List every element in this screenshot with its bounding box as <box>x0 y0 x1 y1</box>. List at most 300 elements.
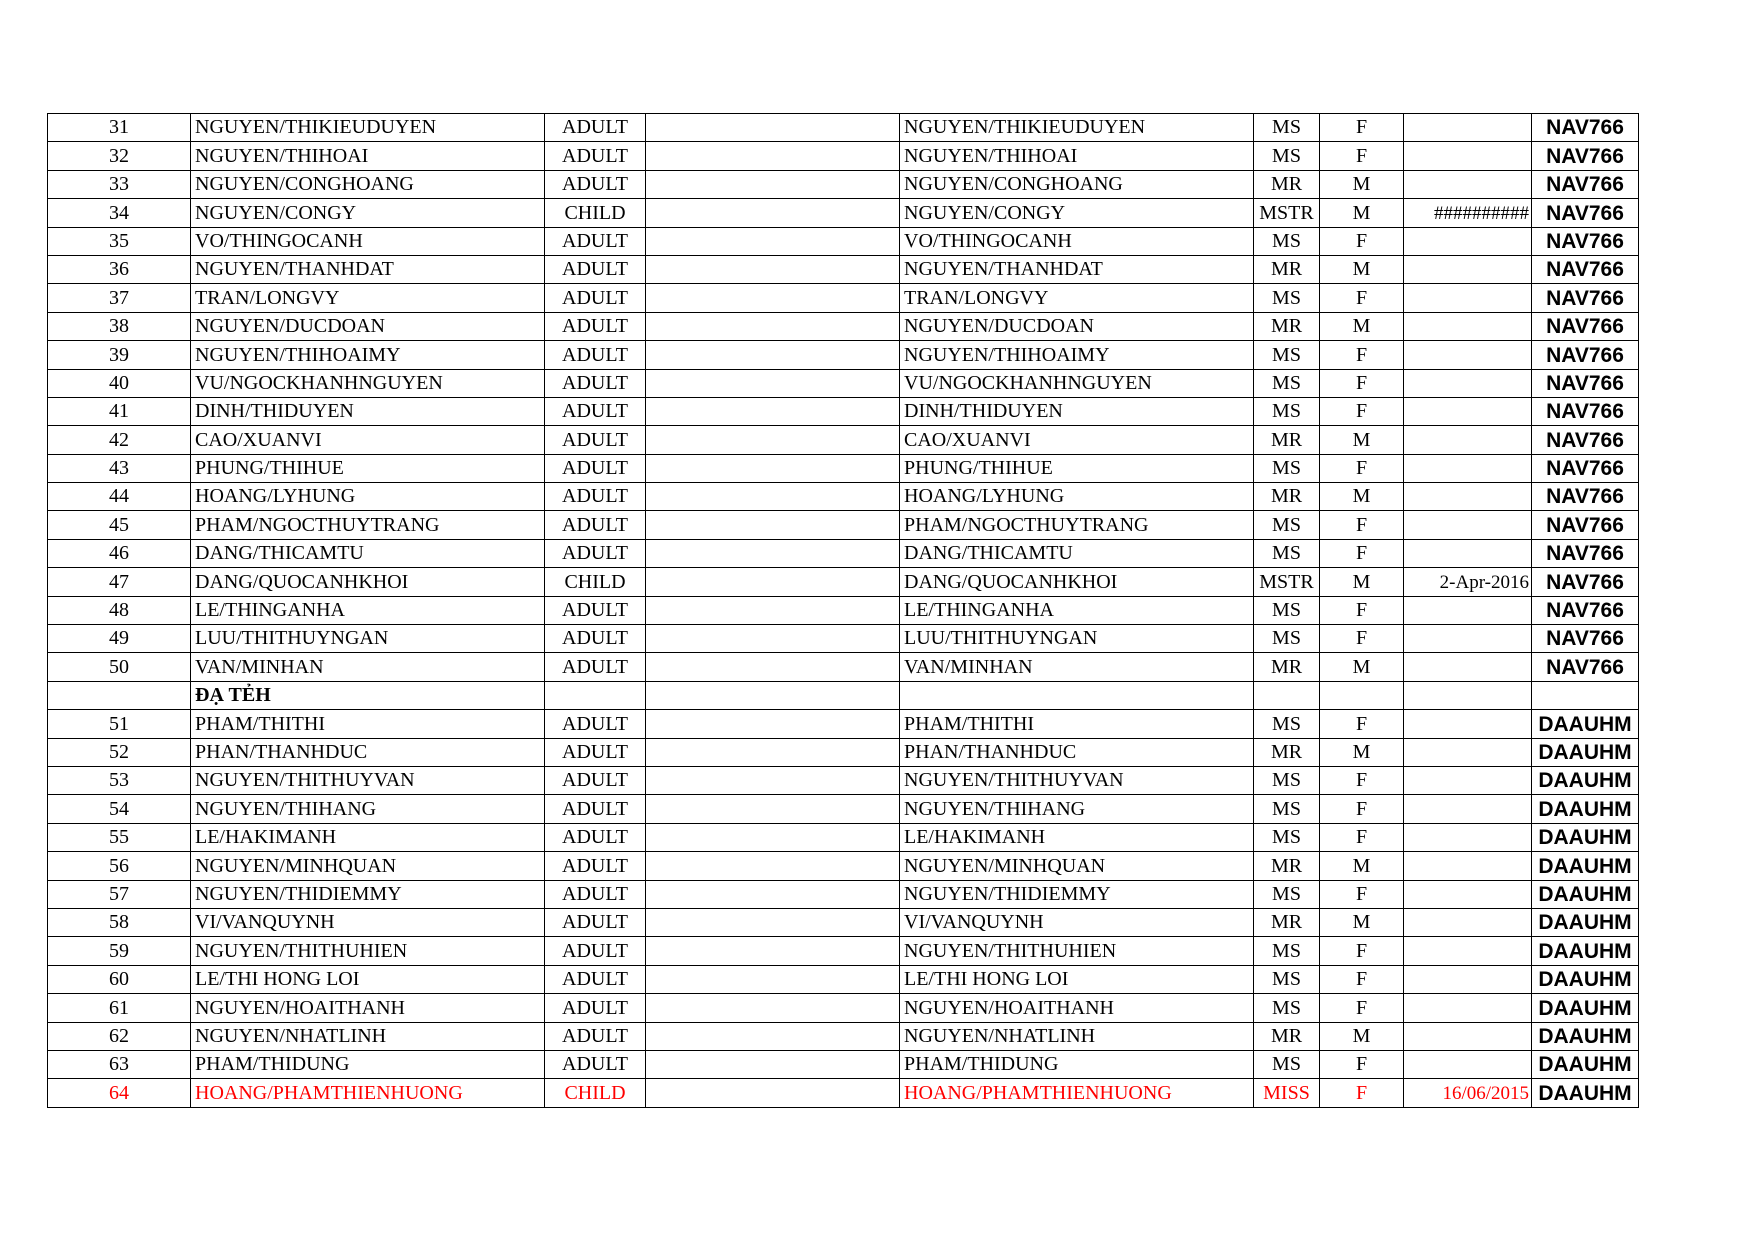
ticket-name-cell: DANG/THICAMTU <box>900 539 1254 567</box>
title-cell: MR <box>1254 170 1320 198</box>
passenger-name-cell: NGUYEN/CONGY <box>191 199 545 227</box>
passenger-type-cell: ADULT <box>545 114 646 142</box>
ticket-name-cell: NGUYEN/THIKIEUDUYEN <box>900 114 1254 142</box>
ticket-name-cell: LE/THINGANHA <box>900 596 1254 624</box>
passenger-type-cell: CHILD <box>545 199 646 227</box>
passenger-type-cell: ADULT <box>545 483 646 511</box>
gender-cell: F <box>1320 369 1404 397</box>
gender-cell: F <box>1320 625 1404 653</box>
title-cell: MISS <box>1254 1079 1320 1107</box>
blank-cell <box>646 738 900 766</box>
row-number-cell: 39 <box>48 341 191 369</box>
booking-code-cell: NAV766 <box>1532 653 1639 681</box>
booking-code-cell: NAV766 <box>1532 426 1639 454</box>
birth-date-cell <box>1404 766 1532 794</box>
ticket-name-cell: LUU/THITHUYNGAN <box>900 625 1254 653</box>
title-cell: MS <box>1254 227 1320 255</box>
passenger-type-cell: ADULT <box>545 170 646 198</box>
ticket-name-cell: NGUYEN/CONGHOANG <box>900 170 1254 198</box>
passenger-name-cell: NGUYEN/DUCDOAN <box>191 312 545 340</box>
row-number-cell: 52 <box>48 738 191 766</box>
blank-cell <box>646 766 900 794</box>
row-number-cell: 48 <box>48 596 191 624</box>
blank-cell <box>646 454 900 482</box>
blank-cell <box>646 852 900 880</box>
passenger-type-cell: ADULT <box>545 937 646 965</box>
ticket-name-cell: LE/THI HONG LOI <box>900 965 1254 993</box>
title-cell: MS <box>1254 795 1320 823</box>
passenger-type-cell: ADULT <box>545 795 646 823</box>
passenger-row <box>48 823 1639 851</box>
passenger-name-cell: PHAM/NGOCTHUYTRANG <box>191 511 545 539</box>
gender-cell: F <box>1320 710 1404 738</box>
birth-date-cell: ########## <box>1404 199 1532 227</box>
passenger-row <box>48 284 1639 312</box>
row-number-cell: 53 <box>48 766 191 794</box>
booking-code-cell: DAAUHM <box>1532 937 1639 965</box>
passenger-row <box>48 199 1639 227</box>
row-number-cell: 63 <box>48 1050 191 1078</box>
passenger-type-cell: ADULT <box>545 454 646 482</box>
passenger-name-cell: VU/NGOCKHANHNGUYEN <box>191 369 545 397</box>
passenger-row <box>48 312 1639 340</box>
ticket-name-cell: PHAM/NGOCTHUYTRANG <box>900 511 1254 539</box>
title-cell: MS <box>1254 1050 1320 1078</box>
gender-cell: F <box>1320 397 1404 425</box>
passenger-name-cell: NGUYEN/CONGHOANG <box>191 170 545 198</box>
passenger-name-cell: DANG/QUOCANHKHOI <box>191 568 545 596</box>
passenger-row <box>48 397 1639 425</box>
passenger-name-cell: LE/HAKIMANH <box>191 823 545 851</box>
passenger-name-cell: NGUYEN/THIHANG <box>191 795 545 823</box>
gender-cell: F <box>1320 596 1404 624</box>
row-number-cell: 31 <box>48 114 191 142</box>
booking-code-cell: NAV766 <box>1532 625 1639 653</box>
passenger-row <box>48 766 1639 794</box>
passenger-row <box>48 1022 1639 1050</box>
blank-cell <box>646 596 900 624</box>
passenger-type-cell: ADULT <box>545 1050 646 1078</box>
passenger-name-cell: LE/THI HONG LOI <box>191 965 545 993</box>
booking-code-cell: DAAUHM <box>1532 852 1639 880</box>
ticket-name-cell: VO/THINGOCANH <box>900 227 1254 255</box>
passenger-name-cell: DANG/THICAMTU <box>191 539 545 567</box>
blank-cell <box>646 568 900 596</box>
passenger-row <box>48 1079 1639 1107</box>
blank-cell <box>646 255 900 283</box>
booking-code-cell: NAV766 <box>1532 539 1639 567</box>
gender-cell: F <box>1320 937 1404 965</box>
blank-cell <box>646 823 900 851</box>
passenger-type-cell: ADULT <box>545 880 646 908</box>
gender-cell: F <box>1320 511 1404 539</box>
passenger-table <box>47 113 1639 1108</box>
ticket-name-cell: NGUYEN/THIHOAIMY <box>900 341 1254 369</box>
birth-date-cell <box>1404 284 1532 312</box>
ticket-name-cell <box>900 681 1254 709</box>
gender-cell: M <box>1320 312 1404 340</box>
ticket-name-cell: HOANG/PHAMTHIENHUONG <box>900 1079 1254 1107</box>
gender-cell: M <box>1320 568 1404 596</box>
blank-cell <box>646 397 900 425</box>
row-number-cell: 45 <box>48 511 191 539</box>
booking-code-cell: NAV766 <box>1532 199 1639 227</box>
birth-date-cell <box>1404 511 1532 539</box>
passenger-name-cell: TRAN/LONGVY <box>191 284 545 312</box>
booking-code-cell: DAAUHM <box>1532 766 1639 794</box>
birth-date-cell <box>1404 369 1532 397</box>
passenger-row <box>48 454 1639 482</box>
gender-cell: F <box>1320 1079 1404 1107</box>
passenger-type-cell: ADULT <box>545 653 646 681</box>
gender-cell: F <box>1320 142 1404 170</box>
row-number-cell: 57 <box>48 880 191 908</box>
row-number-cell: 64 <box>48 1079 191 1107</box>
title-cell <box>1254 681 1320 709</box>
ticket-name-cell: NGUYEN/DUCDOAN <box>900 312 1254 340</box>
title-cell: MR <box>1254 255 1320 283</box>
passenger-row <box>48 114 1639 142</box>
ticket-name-cell: PHAM/THITHI <box>900 710 1254 738</box>
title-cell: MS <box>1254 937 1320 965</box>
booking-code-cell <box>1532 681 1639 709</box>
title-cell: MS <box>1254 539 1320 567</box>
gender-cell: F <box>1320 284 1404 312</box>
blank-cell <box>646 369 900 397</box>
booking-code-cell: DAAUHM <box>1532 908 1639 936</box>
blank-cell <box>646 170 900 198</box>
booking-code-cell: NAV766 <box>1532 483 1639 511</box>
row-number-cell: 50 <box>48 653 191 681</box>
booking-code-cell: NAV766 <box>1532 341 1639 369</box>
passenger-type-cell: ADULT <box>545 625 646 653</box>
blank-cell <box>646 312 900 340</box>
row-number-cell: 37 <box>48 284 191 312</box>
booking-code-cell: DAAUHM <box>1532 738 1639 766</box>
ticket-name-cell: NGUYEN/THIHANG <box>900 795 1254 823</box>
passenger-type-cell: ADULT <box>545 284 646 312</box>
gender-cell: M <box>1320 483 1404 511</box>
passenger-row <box>48 227 1639 255</box>
passenger-name-cell: NGUYEN/THIKIEUDUYEN <box>191 114 545 142</box>
row-number-cell: 36 <box>48 255 191 283</box>
gender-cell: F <box>1320 994 1404 1022</box>
title-cell: MS <box>1254 994 1320 1022</box>
booking-code-cell: NAV766 <box>1532 568 1639 596</box>
passenger-name-cell: PHAN/THANHDUC <box>191 738 545 766</box>
title-cell: MS <box>1254 397 1320 425</box>
title-cell: MS <box>1254 965 1320 993</box>
birth-date-cell <box>1404 738 1532 766</box>
passenger-row <box>48 937 1639 965</box>
blank-cell <box>646 1022 900 1050</box>
gender-cell: M <box>1320 199 1404 227</box>
birth-date-cell <box>1404 880 1532 908</box>
title-cell: MR <box>1254 852 1320 880</box>
passenger-row <box>48 880 1639 908</box>
ticket-name-cell: NGUYEN/THITHUHIEN <box>900 937 1254 965</box>
gender-cell: F <box>1320 114 1404 142</box>
passenger-row <box>48 170 1639 198</box>
ticket-name-cell: VU/NGOCKHANHNGUYEN <box>900 369 1254 397</box>
passenger-name-cell: HOANG/LYHUNG <box>191 483 545 511</box>
passenger-row <box>48 625 1639 653</box>
gender-cell <box>1320 681 1404 709</box>
ticket-name-cell: PHAM/THIDUNG <box>900 1050 1254 1078</box>
passenger-name-cell: HOANG/PHAMTHIENHUONG <box>191 1079 545 1107</box>
gender-cell: M <box>1320 170 1404 198</box>
passenger-type-cell: ADULT <box>545 1022 646 1050</box>
title-cell: MR <box>1254 483 1320 511</box>
title-cell: MS <box>1254 710 1320 738</box>
passenger-type-cell: ADULT <box>545 397 646 425</box>
title-cell: MS <box>1254 341 1320 369</box>
gender-cell: M <box>1320 852 1404 880</box>
gender-cell: M <box>1320 653 1404 681</box>
passenger-type-cell: ADULT <box>545 738 646 766</box>
passenger-name-cell: VAN/MINHAN <box>191 653 545 681</box>
row-number-cell: 56 <box>48 852 191 880</box>
passenger-type-cell: ADULT <box>545 539 646 567</box>
passenger-row <box>48 965 1639 993</box>
row-number-cell: 60 <box>48 965 191 993</box>
passenger-table-body <box>48 114 1639 1108</box>
passenger-type-cell: ADULT <box>545 426 646 454</box>
title-cell: MR <box>1254 312 1320 340</box>
booking-code-cell: DAAUHM <box>1532 965 1639 993</box>
gender-cell: F <box>1320 227 1404 255</box>
birth-date-cell <box>1404 454 1532 482</box>
birth-date-cell <box>1404 823 1532 851</box>
blank-cell <box>646 539 900 567</box>
title-cell: MS <box>1254 511 1320 539</box>
passenger-row <box>48 341 1639 369</box>
birth-date-cell: 2-Apr-2016 <box>1404 568 1532 596</box>
title-cell: MS <box>1254 284 1320 312</box>
booking-code-cell: NAV766 <box>1532 596 1639 624</box>
booking-code-cell: NAV766 <box>1532 227 1639 255</box>
blank-cell <box>646 710 900 738</box>
passenger-name-cell: NGUYEN/NHATLINH <box>191 1022 545 1050</box>
birth-date-cell <box>1404 255 1532 283</box>
passenger-type-cell: ADULT <box>545 852 646 880</box>
ticket-name-cell: HOANG/LYHUNG <box>900 483 1254 511</box>
passenger-type-cell: ADULT <box>545 965 646 993</box>
passenger-type-cell: ADULT <box>545 994 646 1022</box>
ticket-name-cell: CAO/XUANVI <box>900 426 1254 454</box>
passenger-name-cell: PHAM/THIDUNG <box>191 1050 545 1078</box>
blank-cell <box>646 511 900 539</box>
gender-cell: M <box>1320 426 1404 454</box>
birth-date-cell <box>1404 937 1532 965</box>
blank-cell <box>646 625 900 653</box>
gender-cell: F <box>1320 454 1404 482</box>
row-number-cell <box>48 681 191 709</box>
blank-cell <box>646 653 900 681</box>
row-number-cell: 34 <box>48 199 191 227</box>
blank-cell <box>646 483 900 511</box>
birth-date-cell <box>1404 1022 1532 1050</box>
gender-cell: F <box>1320 823 1404 851</box>
blank-cell <box>646 227 900 255</box>
passenger-name-cell: NGUYEN/THIDIEMMY <box>191 880 545 908</box>
passenger-row <box>48 852 1639 880</box>
booking-code-cell: NAV766 <box>1532 369 1639 397</box>
booking-code-cell: NAV766 <box>1532 114 1639 142</box>
blank-cell <box>646 142 900 170</box>
title-cell: MSTR <box>1254 568 1320 596</box>
passenger-row <box>48 653 1639 681</box>
passenger-name-cell: DINH/THIDUYEN <box>191 397 545 425</box>
booking-code-cell: NAV766 <box>1532 312 1639 340</box>
blank-cell <box>646 284 900 312</box>
title-cell: MS <box>1254 596 1320 624</box>
passenger-row <box>48 710 1639 738</box>
birth-date-cell <box>1404 341 1532 369</box>
passenger-row <box>48 511 1639 539</box>
gender-cell: M <box>1320 255 1404 283</box>
gender-cell: F <box>1320 341 1404 369</box>
birth-date-cell <box>1404 114 1532 142</box>
passenger-name-cell: LUU/THITHUYNGAN <box>191 625 545 653</box>
ticket-name-cell: PHUNG/THIHUE <box>900 454 1254 482</box>
passenger-row <box>48 994 1639 1022</box>
row-number-cell: 54 <box>48 795 191 823</box>
passenger-type-cell: ADULT <box>545 823 646 851</box>
birth-date-cell: 16/06/2015 <box>1404 1079 1532 1107</box>
gender-cell: M <box>1320 1022 1404 1050</box>
birth-date-cell <box>1404 170 1532 198</box>
birth-date-cell <box>1404 908 1532 936</box>
birth-date-cell <box>1404 681 1532 709</box>
row-number-cell: 42 <box>48 426 191 454</box>
blank-cell <box>646 880 900 908</box>
ticket-name-cell: NGUYEN/THIHOAI <box>900 142 1254 170</box>
birth-date-cell <box>1404 142 1532 170</box>
ticket-name-cell: DINH/THIDUYEN <box>900 397 1254 425</box>
blank-cell <box>646 1050 900 1078</box>
booking-code-cell: DAAUHM <box>1532 1079 1639 1107</box>
row-number-cell: 32 <box>48 142 191 170</box>
blank-cell <box>646 199 900 227</box>
row-number-cell: 49 <box>48 625 191 653</box>
gender-cell: M <box>1320 908 1404 936</box>
row-number-cell: 61 <box>48 994 191 1022</box>
booking-code-cell: DAAUHM <box>1532 795 1639 823</box>
passenger-row <box>48 795 1639 823</box>
blank-cell <box>646 341 900 369</box>
blank-cell <box>646 908 900 936</box>
passenger-name-cell: PHAM/THITHI <box>191 710 545 738</box>
birth-date-cell <box>1404 596 1532 624</box>
passenger-type-cell: ADULT <box>545 766 646 794</box>
birth-date-cell <box>1404 312 1532 340</box>
passenger-type-cell: ADULT <box>545 908 646 936</box>
blank-cell <box>646 1079 900 1107</box>
row-number-cell: 35 <box>48 227 191 255</box>
passenger-type-cell: CHILD <box>545 568 646 596</box>
gender-cell: F <box>1320 795 1404 823</box>
passenger-row <box>48 483 1639 511</box>
passenger-type-cell: ADULT <box>545 369 646 397</box>
ticket-name-cell: VAN/MINHAN <box>900 653 1254 681</box>
ticket-name-cell: NGUYEN/MINHQUAN <box>900 852 1254 880</box>
passenger-row <box>48 255 1639 283</box>
title-cell: MR <box>1254 738 1320 766</box>
ticket-name-cell: DANG/QUOCANHKHOI <box>900 568 1254 596</box>
passenger-row <box>48 1050 1639 1078</box>
ticket-name-cell: TRAN/LONGVY <box>900 284 1254 312</box>
title-cell: MS <box>1254 369 1320 397</box>
gender-cell: F <box>1320 965 1404 993</box>
row-number-cell: 41 <box>48 397 191 425</box>
booking-code-cell: NAV766 <box>1532 255 1639 283</box>
passenger-name-cell: VO/THINGOCANH <box>191 227 545 255</box>
booking-code-cell: NAV766 <box>1532 142 1639 170</box>
passenger-row <box>48 568 1639 596</box>
booking-code-cell: DAAUHM <box>1532 710 1639 738</box>
title-cell: MSTR <box>1254 199 1320 227</box>
birth-date-cell <box>1404 625 1532 653</box>
gender-cell: F <box>1320 539 1404 567</box>
passenger-row <box>48 369 1639 397</box>
blank-cell <box>646 994 900 1022</box>
birth-date-cell <box>1404 426 1532 454</box>
title-cell: MS <box>1254 880 1320 908</box>
title-cell: MS <box>1254 454 1320 482</box>
booking-code-cell: NAV766 <box>1532 170 1639 198</box>
birth-date-cell <box>1404 710 1532 738</box>
ticket-name-cell: NGUYEN/THANHDAT <box>900 255 1254 283</box>
row-number-cell: 59 <box>48 937 191 965</box>
blank-cell <box>646 937 900 965</box>
passenger-row <box>48 596 1639 624</box>
booking-code-cell: DAAUHM <box>1532 880 1639 908</box>
title-cell: MR <box>1254 426 1320 454</box>
passenger-name-cell: NGUYEN/HOAITHANH <box>191 994 545 1022</box>
blank-cell <box>646 114 900 142</box>
booking-code-cell: NAV766 <box>1532 454 1639 482</box>
passenger-row <box>48 539 1639 567</box>
gender-cell: F <box>1320 880 1404 908</box>
blank-cell <box>646 426 900 454</box>
booking-code-cell: DAAUHM <box>1532 823 1639 851</box>
booking-code-cell: DAAUHM <box>1532 1022 1639 1050</box>
passenger-row <box>48 426 1639 454</box>
row-number-cell: 44 <box>48 483 191 511</box>
booking-code-cell: NAV766 <box>1532 284 1639 312</box>
row-number-cell: 55 <box>48 823 191 851</box>
gender-cell: F <box>1320 1050 1404 1078</box>
ticket-name-cell: NGUYEN/HOAITHANH <box>900 994 1254 1022</box>
row-number-cell: 51 <box>48 710 191 738</box>
row-number-cell: 58 <box>48 908 191 936</box>
ticket-name-cell: PHAN/THANHDUC <box>900 738 1254 766</box>
passenger-name-cell: VI/VANQUYNH <box>191 908 545 936</box>
birth-date-cell <box>1404 653 1532 681</box>
passenger-name-cell: NGUYEN/THITHUHIEN <box>191 937 545 965</box>
passenger-type-cell: CHILD <box>545 1079 646 1107</box>
passenger-row <box>48 908 1639 936</box>
booking-code-cell: DAAUHM <box>1532 1050 1639 1078</box>
passenger-type-cell: ADULT <box>545 142 646 170</box>
passenger-name-cell: NGUYEN/THITHUYVAN <box>191 766 545 794</box>
title-cell: MS <box>1254 142 1320 170</box>
ticket-name-cell: NGUYEN/THITHUYVAN <box>900 766 1254 794</box>
birth-date-cell <box>1404 795 1532 823</box>
section-header-row <box>48 681 1639 709</box>
blank-cell <box>646 681 900 709</box>
